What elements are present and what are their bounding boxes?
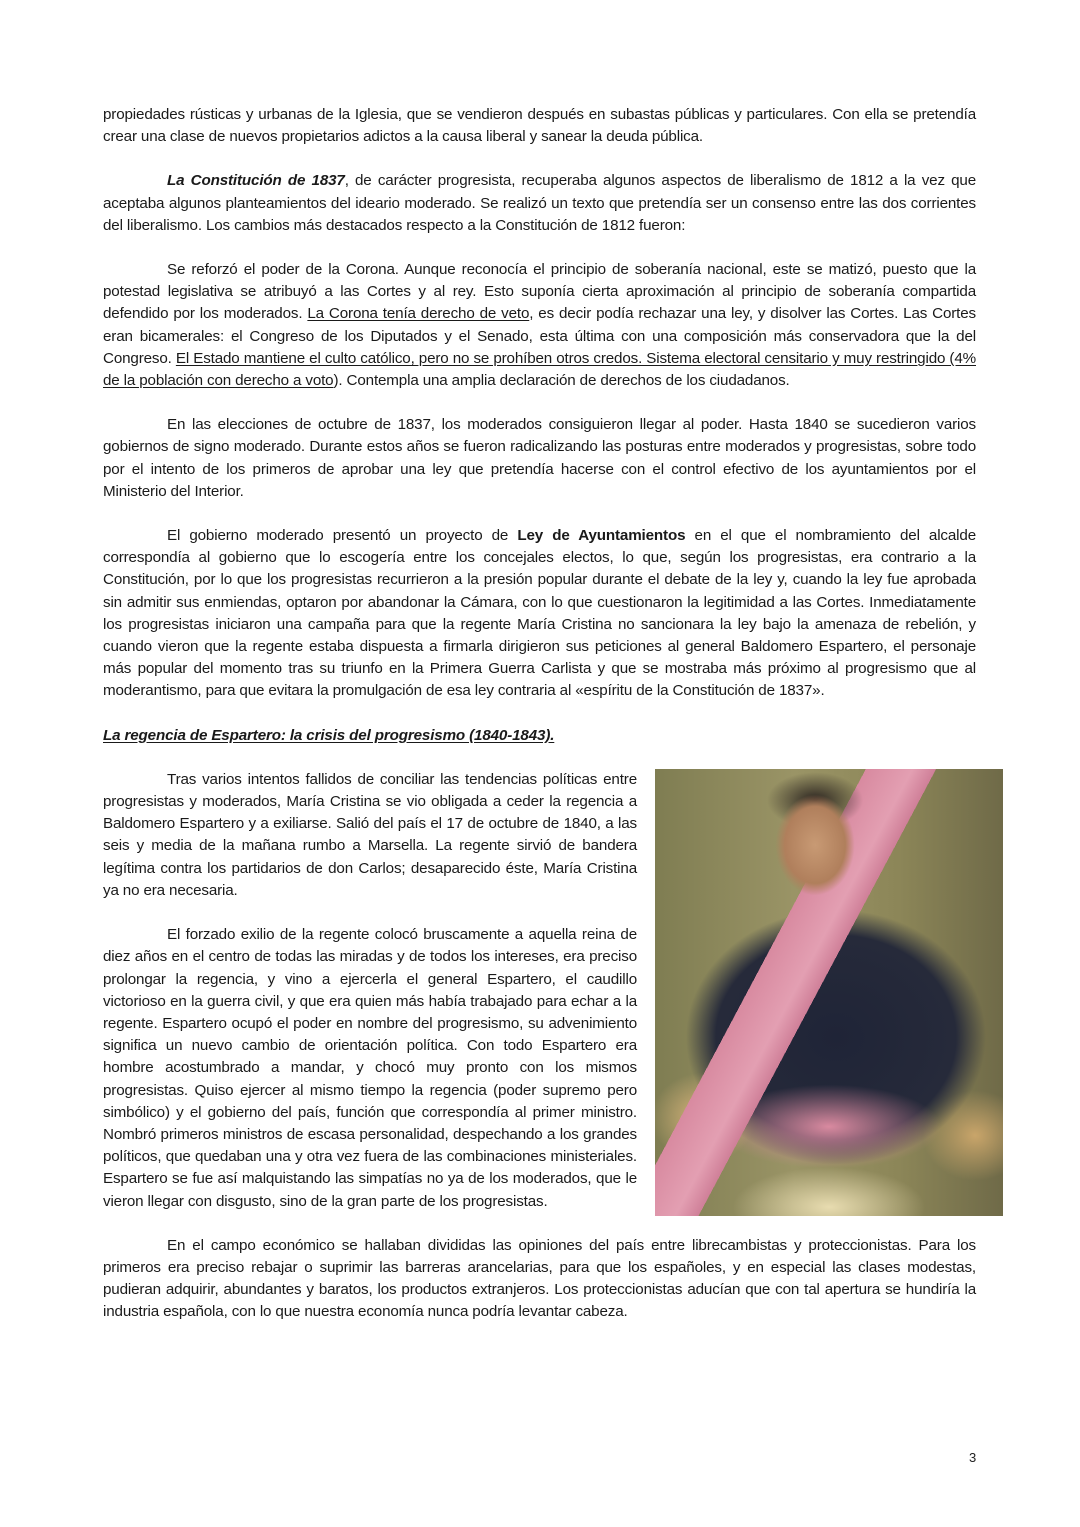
paragraph-elecciones-1837: En las elecciones de octubre de 1837, los moderados consiguieron llegar al poder. Hasta 1840 se sucedieron varios gobiernos de signo moderado. Durante estos años se fueron radicalizando las posturas entre moderados y progresistas, sobre todo por el intento de los primeros de aprobar una ley que pretendía hacerse con el control efectivo de los ayuntamientos por el Ministerio del Interior. [103, 416, 976, 500]
spacer [103, 237, 976, 259]
paragraph-cambios [103, 259, 976, 392]
paragraph-text: , de carácter progresista, recuperaba algunos aspectos de liberalismo de 1812 a la vez que aceptaba algunos planteamientos del ideario moderado. Se realizó un texto que pretendía ser un consenso entre las dos corrientes del liberalismo. Los cambios más destacados respecto a la Constitución de 1812 fueron: [103, 172, 977, 234]
paragraph-text: , es decir podía rechazar una ley, y disolver las Cortes. Las Cortes eran bicamerales: el Congreso de los Diputados y el Senado, esta última con una composición más conservadora que la del Congreso. [103, 305, 976, 367]
ley-ayuntamientos-bold: Ley de Ayuntamientos [517, 527, 686, 545]
regencia-text-column [103, 769, 637, 1213]
document-page [103, 104, 976, 1324]
section-heading: La regencia de Espartero: la crisis del progresismo (1840-1843). [103, 726, 555, 744]
spacer [103, 1213, 976, 1235]
paragraph-espartero-regencia: El forzado exilio de la regente colocó bruscamente a aquella reina de diez años en el centro de todas las miradas y de todos los intereses, era preciso prolongar la regencia, y vino a ejercerla el general Espartero, el caudillo victorioso en la guerra civil, y que era quien más había trabajado para echar a la regente. Espartero ocupó el poder en nombre del progresismo, su advenimiento significa un nuevo cambio de orientación política. Con todo Espartero era hombre acostumbrado a mandar, y chocó muy pronto con los mismos progresistas. Quiso ejercer al mismo tiempo la regencia (poder supremo pero simbólico) y el gobierno del país, función que correspondía al primer ministro. Nombró primeros ministros de escasa personalidad, despechando a los grandes políticos, que quedaban una y otra vez fuera de las combinaciones ministeriales. Espartero se fue así malquistando las simpatías no ya de los moderados, que le vieron llegar con disgusto, sino de la gran parte de los progresistas. [103, 926, 637, 1210]
spacer [103, 902, 637, 924]
paragraph-exilio-maria-cristina: Tras varios intentos fallidos de conciliar las tendencias políticas entre progresistas y moderados, María Cristina se vio obligada a ceder la regencia a Baldomero Espartero y a exiliarse. Salió del país el 17 de octubre de 1840, a las seis y media de la mañana rumbo a Marsella. La regente sirvió de bandera legítima contra los partidarios de don Carlos; desaparecido éste, María Cristina ya no era necesaria. [103, 770, 637, 899]
paragraph-text: El gobierno moderado presentó un proyecto de [167, 527, 518, 545]
paragraph-constitucion-1837 [103, 170, 976, 237]
underlined-culto-sistema: El Estado mantiene el culto católico, pero no se prohíben otros credos. Sistema electoral censitario y muy restringido (4% de la población con derecho a voto [103, 349, 976, 390]
paragraph-desamortizacion-end: propiedades rústicas y urbanas de la Iglesia, que se vendieron después en subastas públicas y particulares. Con ella se pretendía crear una clase de nuevos propietarios adictos a la causa liberal y sanear la deuda pública. [103, 106, 976, 146]
underlined-veto: La Corona tenía derecho de veto [307, 305, 530, 323]
constitucion-1837-title: La Constitución de 1837 [167, 172, 345, 190]
spacer [103, 392, 976, 414]
page-number: 3 [969, 1450, 977, 1465]
spacer [103, 747, 976, 769]
regencia-section [103, 769, 976, 1213]
spacer [103, 148, 976, 170]
spacer [103, 703, 976, 725]
paragraph-campo-economico: En el campo económico se hallaban divididas las opiniones del país entre librecambistas y proteccionistas. Para los primeros era preciso rebajar o suprimir las barreras arancelarias, para que los españoles, y en especial las clases modestas, pudieran adquirir, abundantes y baratos, los productos extranjeros. Los proteccionistas aducían que con tal apertura se hundiría la industria española, con lo que nuestra economía nunca podría levantar cabeza. [103, 1236, 976, 1321]
paragraph-text: Se reforzó el poder de la Corona. Aunque reconocía el principio de soberanía nacional, este se matizó, puesto que la potestad legislativa se atribuyó a las Cortes y al rey. Esto suponía cierta aproximación al principio de soberanía compartida defendido por los moderados. [103, 261, 976, 323]
paragraph-ley-ayuntamientos [103, 525, 976, 703]
paragraph-text: ). Contempla una amplia declaración de derechos de los ciudadanos. [333, 372, 790, 390]
spacer [103, 503, 976, 525]
paragraph-text: en el que el nombramiento del alcalde correspondía al gobierno que lo escogería entre los concejales electos, lo que, según los progresistas, era contrario a la Constitución, por lo que los progresistas recurrieron a la presión popular durante el debate de la ley y, cuando la ley fue aprobada sin admitir sus enmiendas, optaron por abandonar la Cámara, con lo que cuestionaron la legitimidad a las Cortes. Inmediatamente los progresistas iniciaron una campaña para que la regente María Cristina no sancionara la ley bajo la amenaza de rebelión, y cuando vieron que la regente estaba dispuesta a firmarla dirigieron sus peticiones al general Baldomero Espartero, el personaje más popular del momento tras su triunfo en la Primera Guerra Carlista y que se mostraba más próximo al progresismo que al moderantismo, para que evitara la promulgación de esa ley contraria al «espíritu de la Constitución de 1837». [103, 527, 976, 700]
espartero-portrait-image [655, 769, 1003, 1216]
